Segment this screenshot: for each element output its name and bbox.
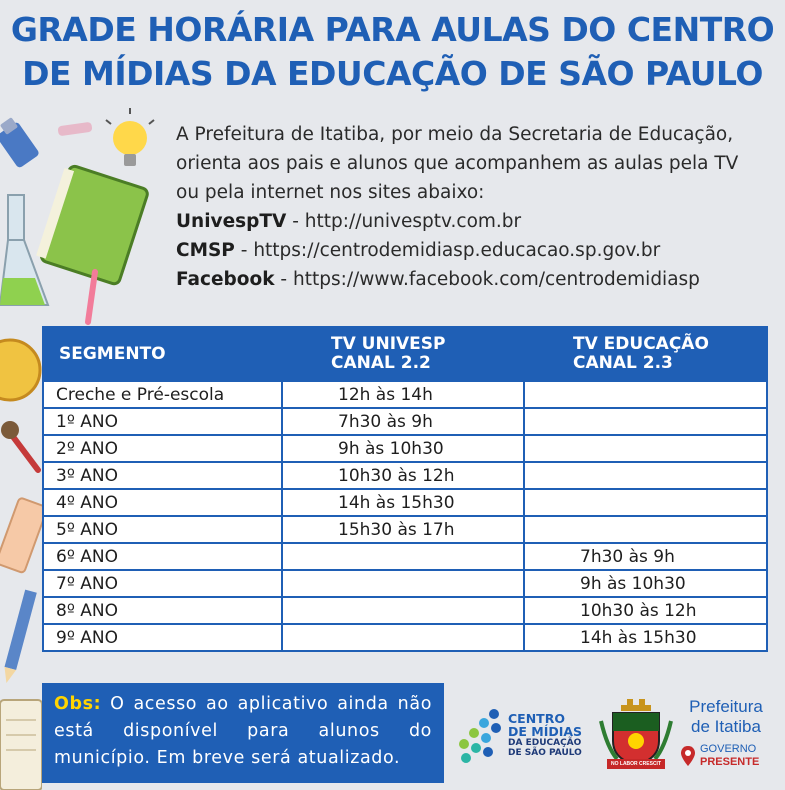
- gov-line-1: GOVERNO: [700, 743, 757, 755]
- link-separator: -: [274, 269, 293, 290]
- table-row: [43, 462, 767, 489]
- pref-line-2: de Itatiba: [691, 717, 761, 736]
- link-cmsp[interactable]: [176, 236, 776, 265]
- lightbulb-icon: [106, 108, 154, 166]
- pencil-icon: [1, 590, 37, 685]
- table-header-row: [43, 327, 767, 381]
- univesp-time-cell: [282, 570, 524, 597]
- univesp-time-cell: [282, 624, 524, 651]
- educacao-time-cell: [524, 435, 767, 462]
- table-row: [43, 408, 767, 435]
- centro-text-4: DE SÃO PAULO: [508, 748, 582, 758]
- eraser-icon: [57, 122, 92, 137]
- segment-cell: 3º ANO: [43, 462, 282, 489]
- educacao-time-cell: [524, 408, 767, 435]
- brush-icon: [1, 421, 38, 470]
- educacao-time-cell: 9h às 10h30: [524, 570, 767, 597]
- univesp-time-cell: [282, 597, 524, 624]
- univesp-time-cell: 9h às 10h30: [282, 435, 524, 462]
- univesp-time-cell: 12h às 14h: [282, 381, 524, 408]
- segment-cell: 1º ANO: [43, 408, 282, 435]
- gov-line-2: PRESENTE: [700, 756, 760, 768]
- table-row: [43, 435, 767, 462]
- link-facebook[interactable]: [176, 265, 776, 294]
- intro-text: [176, 120, 776, 294]
- educacao-time-cell: [524, 489, 767, 516]
- link-url[interactable]: https://www.facebook.com/centrodemidiasp: [292, 269, 700, 290]
- segment-cell: 2º ANO: [43, 435, 282, 462]
- centro-text-3: DA EDUCAÇÃO: [508, 738, 582, 748]
- header-segmento: SEGMENTO: [43, 327, 282, 381]
- table-row: [43, 597, 767, 624]
- univesp-time-cell: 10h30 às 12h: [282, 462, 524, 489]
- itatiba-crest: [597, 697, 675, 773]
- link-name: CMSP: [176, 240, 235, 261]
- table-row: [43, 516, 767, 543]
- link-url[interactable]: http://univesptv.com.br: [304, 211, 522, 232]
- centro-de-midias-logo: [456, 706, 596, 766]
- location-pin-icon: [680, 745, 696, 767]
- obs-label: Obs:: [54, 694, 102, 714]
- table-row: [43, 543, 767, 570]
- link-separator: -: [286, 211, 305, 232]
- pencil-icon: [0, 117, 40, 169]
- book-icon: [35, 163, 149, 285]
- segment-cell: 7º ANO: [43, 570, 282, 597]
- title-line-2: DE MÍDIAS DA EDUCAÇÃO DE SÃO PAULO: [22, 54, 763, 93]
- segment-cell: 4º ANO: [43, 489, 282, 516]
- segment-cell: 6º ANO: [43, 543, 282, 570]
- segment-cell: 5º ANO: [43, 516, 282, 543]
- title-line-1: GRADE HORÁRIA PARA AULAS DO CENTRO: [10, 10, 775, 49]
- centro-text-2: DE MÍDIAS: [508, 724, 583, 739]
- segment-cell: 9º ANO: [43, 624, 282, 651]
- schedule-table: [42, 326, 768, 652]
- prefeitura-itatiba-logo: [676, 697, 776, 769]
- link-url[interactable]: https://centrodemidiasp.educacao.sp.gov.br: [253, 240, 661, 261]
- segment-cell: Creche e Pré-escola: [43, 381, 282, 408]
- pref-line-1: Prefeitura: [689, 697, 763, 716]
- intro-line-2: orienta aos pais e alunos que acompanhem as aulas pela TV: [176, 153, 739, 174]
- clock-icon: [0, 340, 40, 400]
- dots-logo-icon: [456, 706, 506, 766]
- governo-presente-badge: [676, 743, 776, 769]
- educacao-time-cell: [524, 381, 767, 408]
- table-row: [43, 489, 767, 516]
- obs-text: O acesso ao aplicativo ainda não está disponível para alunos do município. Em breve será atualizado.: [54, 694, 432, 768]
- notebook-icon: [0, 690, 42, 790]
- segment-cell: 8º ANO: [43, 597, 282, 624]
- centro-text-1: CENTRO: [508, 711, 565, 726]
- observation-box: [42, 683, 444, 783]
- educacao-time-cell: 10h30 às 12h: [524, 597, 767, 624]
- intro-line-1: A Prefeitura de Itatiba, por meio da Secretaria de Educação,: [176, 124, 734, 145]
- table-row: [43, 570, 767, 597]
- educacao-time-cell: [524, 516, 767, 543]
- educacao-time-cell: [524, 462, 767, 489]
- header-tv-educacao: TV EDUCAÇÃO CANAL 2.3: [524, 327, 767, 381]
- crest-motto: NO LABOR CRESCIT: [611, 761, 661, 767]
- intro-line-3: ou pela internet nos sites abaixo:: [176, 182, 485, 203]
- univesp-time-cell: [282, 543, 524, 570]
- univesp-time-cell: 7h30 às 9h: [282, 408, 524, 435]
- table-row: [43, 381, 767, 408]
- link-separator: -: [234, 240, 254, 261]
- educacao-time-cell: 14h às 15h30: [524, 624, 767, 651]
- link-name: Facebook: [176, 269, 275, 290]
- header-tv-univesp: TV UNIVESP CANAL 2.2: [282, 327, 524, 381]
- univesp-time-cell: 14h às 15h30: [282, 489, 524, 516]
- link-univesptv[interactable]: [176, 207, 776, 236]
- paint-tube-icon: [0, 497, 48, 573]
- page-title: [0, 8, 785, 96]
- educacao-time-cell: 7h30 às 9h: [524, 543, 767, 570]
- pencil-icon: [88, 272, 95, 322]
- table-row: [43, 624, 767, 651]
- link-name: UnivespTV: [176, 211, 287, 232]
- univesp-time-cell: 15h30 às 17h: [282, 516, 524, 543]
